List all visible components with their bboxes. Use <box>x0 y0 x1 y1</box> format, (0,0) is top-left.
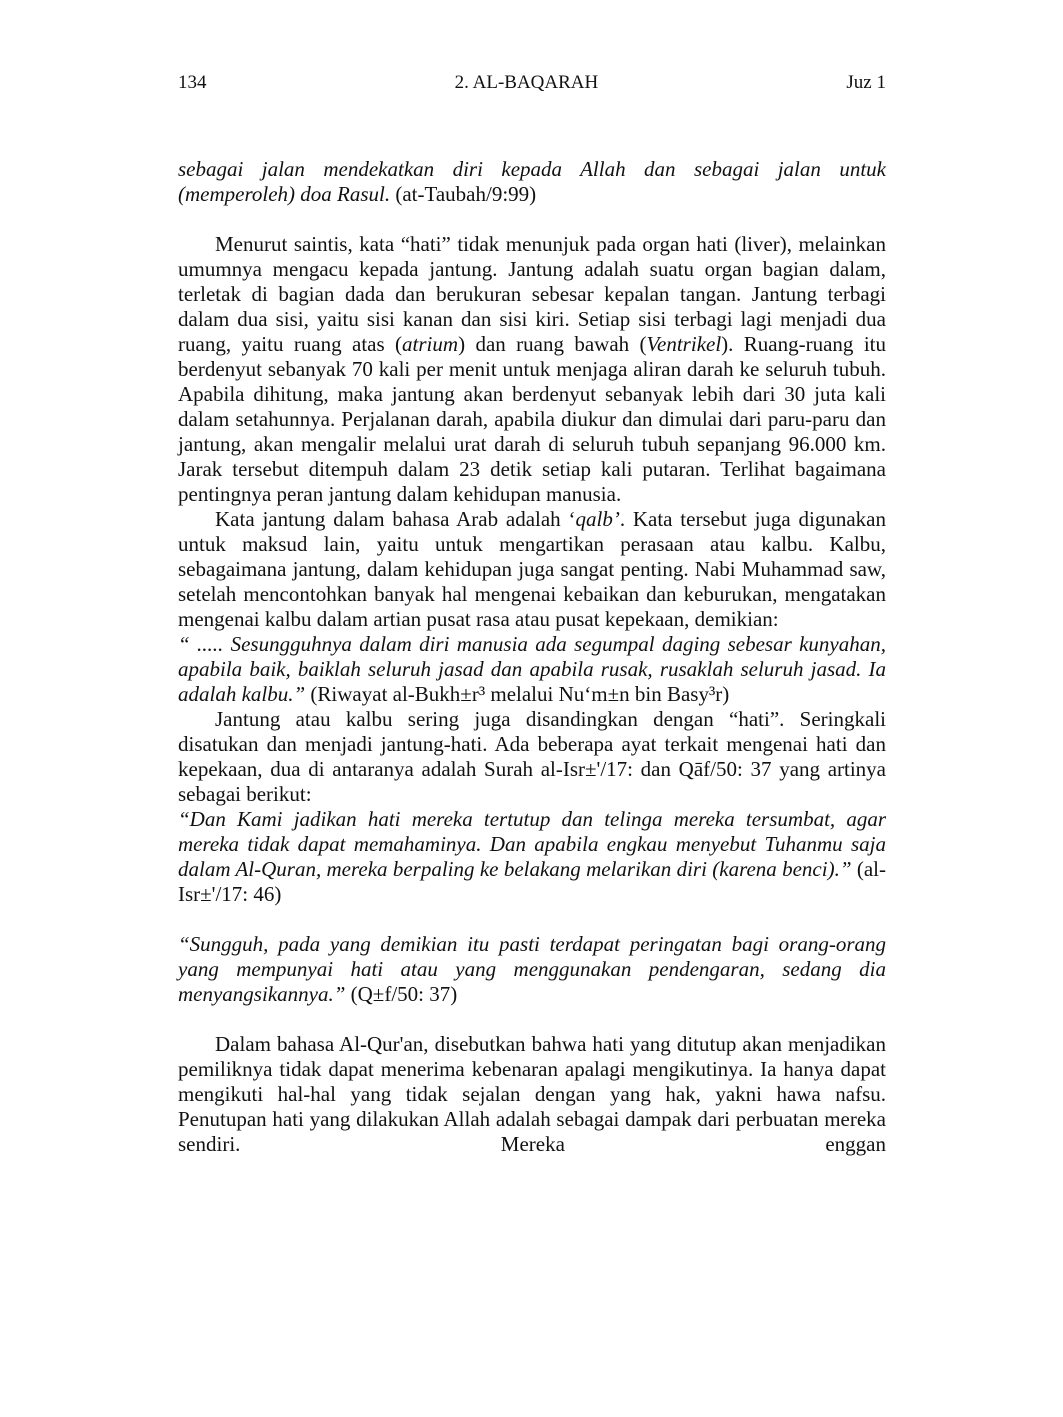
paragraph-quote-isra <box>178 807 886 907</box>
juz-label: Juz 1 <box>846 72 886 93</box>
paragraph-jantung-hati: Jantung atau kalbu sering juga disandingkan dengan “hati”. Seringkali disatukan dan menjadi jantung-hati. Ada beberapa ayat terkait mengenai hati dan kepekaan, dua di antaranya adalah Surah al-Isr±'/17: dan Qāf/50: 37 yang artinya sebagai berikut: <box>178 707 886 806</box>
paragraph-qalb <box>178 507 886 632</box>
paragraph-hadith <box>178 632 886 707</box>
spacer <box>178 207 886 232</box>
term-ventrikel: Ventrikel <box>646 332 722 356</box>
quote-text: “Dan Kami jadikan hati mereka tertutup dan telinga mereka tersumbat, agar mereka tidak dapat memahaminya. Dan apabila engkau menyebut Tuhanmu saja dalam Al-Quran, mereka berpaling ke belakang melarikan diri (karena benci).” <box>178 807 886 881</box>
text-run: . Kata tersebut juga digunakan untuk maksud lain, yaitu untuk mengartikan perasaan atau kalbu. Kalbu, sebagaimana jantung, dalam kehidupan juga sangat penting. Nabi Muhammad saw, setelah mencontohkan banyak hal mengenai kebaikan dan keburukan, mengatakan mengenai kalbu dalam artian pusat rasa atau pusat kepekaan, demikian: <box>178 507 887 631</box>
spacer <box>178 1007 886 1032</box>
text-run: ) dan ruang bawah ( <box>458 332 647 356</box>
paragraph-closed-heart: Dalam bahasa Al-Qur'an, disebutkan bahwa hati yang ditutup akan menjadikan pemiliknya tidak dapat menerima kebenaran apalagi mengikutinya. Ia hanya dapat mengikuti hal-hal yang tidak sejalan dengan yang hak, yakni hawa nafsu. Penutupan hati yang dilakukan Allah adalah sebagai dampak dari perbuatan mereka sendiri. Mereka enggan <box>178 1032 886 1156</box>
quote-text: “ ..... Sesungguhnya dalam diri manusia ada segumpal daging sebesar kunyahan, apabila baik, baiklah seluruh jasad dan apabila rusak, rusaklah seluruh jasad. Ia adalah kalbu.” <box>178 632 886 706</box>
spacer <box>178 907 886 932</box>
page-number: 134 <box>178 72 207 93</box>
text-run: Menurut saintis, kata “hati” tidak menunjuk pada organ hati (liver), melainkan umumnya mengacu kepada jantung. Jantung adalah suatu organ bagian dalam, terletak di bagian dada dan berukuran sebesar kepalan tangan. Jantung terbagi dalam dua sisi, yaitu sisi kanan dan sisi kiri. Setiap sisi terbagi lagi menjadi dua ruang, yaitu ruang atas ( <box>178 232 886 356</box>
quote-reference: (al-Isr±'/17: 46) <box>178 857 886 906</box>
running-header <box>178 72 886 94</box>
quote-reference: (at-Taubah/9:99) <box>390 182 537 206</box>
quote-reference: (Riwayat al-Bukh±r³ melalui Nu‘m±n bin Basy³r) <box>305 682 730 706</box>
quote-reference: (Q±f/50: 37) <box>345 982 458 1006</box>
term-qalb: qalb’ <box>575 507 620 531</box>
paragraph-quote-taubah <box>178 157 886 207</box>
text-run: Kata jantung dalam bahasa Arab adalah ‘ <box>215 507 576 531</box>
paragraph-quote-qaf <box>178 932 886 1007</box>
chapter-title: 2. AL-BAQARAH <box>454 72 599 93</box>
term-atrium: atrium <box>402 332 459 356</box>
page-body <box>178 157 886 1157</box>
paragraph-heart-science <box>178 232 886 507</box>
quote-text: “Sungguh, pada yang demikian itu pasti terdapat peringatan bagi orang-orang yang mempunyai hati atau yang menggunakan pendengaran, sedang dia menyangsikannya.” <box>178 932 886 1006</box>
quote-text: sebagai jalan mendekatkan diri kepada Allah dan sebagai jalan untuk (memperoleh) doa Rasul. <box>178 157 886 206</box>
text-run: ). Ruang-ruang itu berdenyut sebanyak 70 kali per menit untuk menjaga aliran darah ke seluruh tubuh. Apabila dihitung, maka jantung akan berdenyut sebanyak lebih dari 30 juta kali dalam setahunnya. Perjalanan darah, apabila diukur dan dimulai dari paru-paru dan jantung, akan mengalir melalui urat darah di seluruh tubuh sepanjang 96.000 km. Jarak tersebut ditempuh dalam 23 detik setiap kali putaran. Terlihat bagaimana pentingnya peran jantung dalam kehidupan manusia. <box>178 332 886 506</box>
